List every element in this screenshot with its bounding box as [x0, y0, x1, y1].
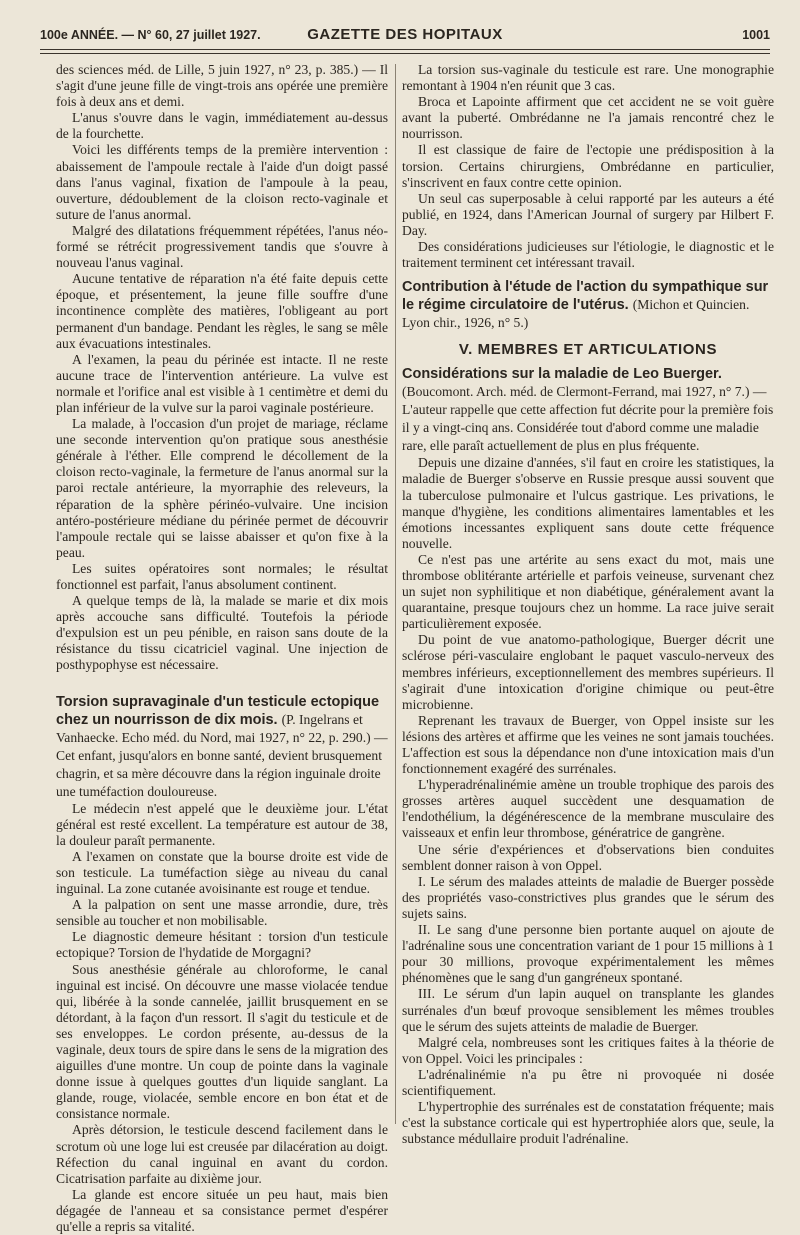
article-source: (Boucomont. Arch. méd. de Clermont-Ferrand, mai 1927, n° 7.) — L'auteur rappelle que cette affection fut décrite pour la première fois il y a vingt-cinq ans. Considérée tout d'abord comme une maladie rare, elle paraît actuellement de plus en plus fréquente.: [402, 384, 774, 454]
paragraph: L'hyperadrénalinémie amène un trouble trophique des parois des grosses artères auquel succèdent une desquamation de l'endothélium, la dégénérescence de la membrane musculaire des vaisseaux et enfin leur thrombose, génératrice de gangrène.: [402, 777, 774, 841]
paragraph: Depuis une dizaine d'années, s'il faut en croire les statistiques, la maladie de Buerger s'observe en Russie presque aussi souvent que la tuberculose pulmonaire et l'ulcus gastrique. Les privations, le manque d'hygiène, les conditions alimentaires lamentables et les émotions incessantes expliquent sans doute cette fréquence nouvelle.: [402, 455, 774, 551]
issue-info: 100e ANNÉE. — N° 60, 27 juillet 1927.: [40, 28, 261, 42]
left-column: [56, 62, 388, 1235]
paragraph: A quelque temps de là, la malade se marie et dix mois après accouche sans difficulté. Toutefois la période d'expulsion est un peu pénible, en raison sans doute de la résistance du tissu cicatriciel vaginal. Une injection de posthypophyse est nécessaire.: [56, 593, 388, 673]
article-heading: [402, 366, 774, 455]
paragraph: A la palpation on sent une masse arrondie, dure, très sensible au toucher et non mobilisable.: [56, 897, 388, 929]
page-number: 1001: [742, 28, 770, 42]
right-column: [402, 62, 774, 1147]
paragraph: Broca et Lapointe affirment que cet accident ne se voit guère avant la puberté. Ombrédanne ne l'a jamais rencontré chez le nourrisson.: [402, 94, 774, 142]
article-source: (Michon et Quincien. Lyon chir., 1926, n° 5.): [402, 297, 750, 331]
paragraph: L'adrénalinémie n'a pu être ni provoquée ni dosée scientifiquement.: [402, 1066, 774, 1098]
paragraph: Un seul cas superposable à celui rapporté par les auteurs a été publié, en 1924, dans l'American Journal of surgery par Hilbert F. Day.: [402, 190, 774, 238]
paragraph: La glande est encore située un peu haut, mais bien dégagée de l'anneau et sa consistance permet d'espérer qu'elle a repris sa vitalité.: [56, 1186, 388, 1234]
article-title: Contribution à l'étude de l'action du sympathique sur le régime circulatoire de l'utérus.: [402, 279, 769, 314]
paragraph: L'hypertrophie des surrénales est de constatation fréquente; mais c'est la substance corticale qui est hypertrophiée alors que, seule, la substance médullaire produit l'adrénaline.: [402, 1099, 774, 1147]
article-heading: [56, 694, 388, 801]
journal-title: GAZETTE DES HOPITAUX: [307, 26, 503, 43]
paragraph: Voici les différents temps de la première intervention : abaissement de l'ampoule rectale à l'aide d'un doigt passé dans l'anus vaginal, fixation de l'ampoule à la peau, ouverture, dédoublement de la cloison recto-vaginale et suture de l'anus anormal.: [56, 142, 388, 222]
paragraph: La malade, à l'occasion d'un projet de mariage, réclame une seconde intervention qu'on pratique sous anesthésie générale à l'éther. Elle comprend le décollement de la cloison recto-vaginale, la fermeture de l'anus anormal sur la paroi rectale antérieure, la myorraphie des releveurs, la réparation de la sphère périnéo-vulvaire. Une incision antéro-postérieure médiane du périnée permet de découvrir l'ampoule rectale qui se laisse abaisser et qu'on fixe à la peau.: [56, 416, 388, 560]
page-header: [40, 24, 770, 46]
paragraph: Reprenant les travaux de Buerger, von Oppel insiste sur les lésions des artères et affirme que les veines ne sont jamais touchées. L'affection est sous la dépendance non d'une intoxication mais d'un fonctionnement exagéré des surrénales.: [402, 712, 774, 777]
header-rule-bottom: [40, 53, 770, 54]
paragraph: L'anus s'ouvre dans le vagin, immédiatement au-dessus de la fourchette.: [56, 110, 388, 142]
paragraph: I. Le sérum des malades atteints de maladie de Buerger possède des propriétés vaso-constrictives plus grandes que le sérum des sujets sains.: [402, 873, 774, 921]
paragraph: Sous anesthésie générale au chloroforme, le canal inguinal est incisé. On découvre une masse violacée tendue qui, libérée à la sonde cannelée, jaillit brusquement en se détordant, à la façon d'un ressort. Il s'agit du testicule et de ses enveloppes. Le cordon présente, au-dessus de la vaginale, deux tours de spire dans le sens de la migration des aiguilles d'une montre. Un coup de pointe dans la vaginale donne issue à quelques gouttes d'un liquide sanglant. La glande, rouge, violacée, semble encore en bon état et de consistance normale.: [56, 961, 388, 1122]
paragraph: Après détorsion, le testicule descend facilement dans le scrotum où une loge lui est creusée par dilacération au doigt. Réfection du canal inguinal en avant du cordon. Cicatrisation parfaite au dixième jour.: [56, 1122, 388, 1186]
paragraph: Les suites opératoires sont normales; le résultat fonctionnel est parfait, l'anus absolument continent.: [56, 560, 388, 592]
paragraph: Aucune tentative de réparation n'a été faite depuis cette époque, et présentement, la jeune fille souffre d'une incontinence complète des matières, l'obligeant au port permanent d'un bandage. Pendant les règles, le sang se mêle aux évacuations intestinales.: [56, 271, 388, 351]
paragraph: A l'examen, la peau du périnée est intacte. Il ne reste aucune trace de l'intervention antérieure. La vulve est normale et l'orifice anal est visible à 1 centimètre et demi du plan inférieur de la vulve sur la paroi vaginale postérieure.: [56, 351, 388, 415]
paragraph: II. Le sang d'une personne bien portante auquel on ajoute de l'adrénaline sous une concentration variant de 1 pour 15 millions à 1 pour 30 millions, provoque expérimentalement les mêmes phénomènes que le sang d'un gangréneux spontané.: [402, 922, 774, 986]
paragraph: La torsion sus-vaginale du testicule est rare. Une monographie remontant à 1904 n'en réunit que 3 cas.: [402, 62, 774, 94]
paragraph: Il est classique de faire de l'ectopie une prédisposition à la torsion. Certains chirurgiens, Ombrédanne en particulier, s'inscrivent en faux contre cette opinion.: [402, 142, 774, 190]
article-source: (P. Ingelrans et Vanhaecke. Echo méd. du Nord, mai 1927, n° 22, p. 290.) — Cet enfant, jusqu'alors en bonne santé, devient brusquement chagrin, et sa mère découvre dans la région inguinale droite une tuméfaction douloureuse.: [56, 711, 388, 799]
paragraph: Du point de vue anatomo-pathologique, Buerger décrit une sclérose péri-vasculaire englobant le paquet vasculo-nerveux des membres inférieurs, exceptionnellement des membres supérieurs. Il s'agirait d'une intoxication d'origine chimique ou peut-être microbienne.: [402, 632, 774, 712]
article-title: Considérations sur la maladie de Leo Buerger.: [402, 366, 722, 383]
paragraph: Ce n'est pas une artérite au sens exact du mot, mais une thrombose oblitérante artérielle et parfois veineuse, survenant chez un sujet non syphilitique et non diabétique, généralement avant la quarantaine, presque toujours chez un homme. La race juive serait particulièrement exposée.: [402, 551, 774, 632]
article-heading: [402, 279, 774, 332]
paragraph: III. Le sérum d'un lapin auquel on transplante les glandes surrénales d'un bœuf provoque sensiblement les mêmes troubles que le sérum des sujets atteints de maladie de Buerger.: [402, 986, 774, 1034]
column-divider: [395, 64, 396, 1124]
article-title: Torsion supravaginale d'un testicule ectopique chez un nourrisson de dix mois.: [56, 693, 380, 728]
paragraph: Des considérations judicieuses sur l'étiologie, le diagnostic et le traitement terminent cet intéressant travail.: [402, 239, 774, 271]
paragraph: Malgré cela, nombreuses sont les critiques faites à la théorie de von Oppel. Voici les principales :: [402, 1034, 774, 1066]
paragraph: des sciences méd. de Lille, 5 juin 1927, n° 23, p. 385.) — Il s'agit d'une jeune fille de vingt-trois ans opérée une première fois à deux ans et demi.: [56, 62, 388, 110]
paragraph: A l'examen on constate que la bourse droite est vide de son testicule. La tuméfaction siège au niveau du canal inguinal. La zone cutanée avoisinante est rouge et tendue.: [56, 848, 388, 897]
paragraph: Le médecin n'est appelé que le deuxième jour. L'état général est resté excellent. La température est autour de 38, la douleur paraît permanente.: [56, 800, 388, 848]
paragraph: Une série d'expériences et d'observations bien conduites semblent donner raison à von Oppel.: [402, 841, 774, 873]
section-heading: V. MEMBRES ET ARTICULATIONS: [458, 341, 718, 359]
paragraph: Le diagnostic demeure hésitant : torsion d'un testicule ectopique? Torsion de l'hydatide de Morgagni?: [56, 929, 388, 961]
header-rule-top: [40, 49, 770, 50]
paragraph: Malgré des dilatations fréquemment répétées, l'anus néo-formé se rétrécit progressivement tandis que s'ouvre à nouveau l'anus vaginal.: [56, 222, 388, 271]
